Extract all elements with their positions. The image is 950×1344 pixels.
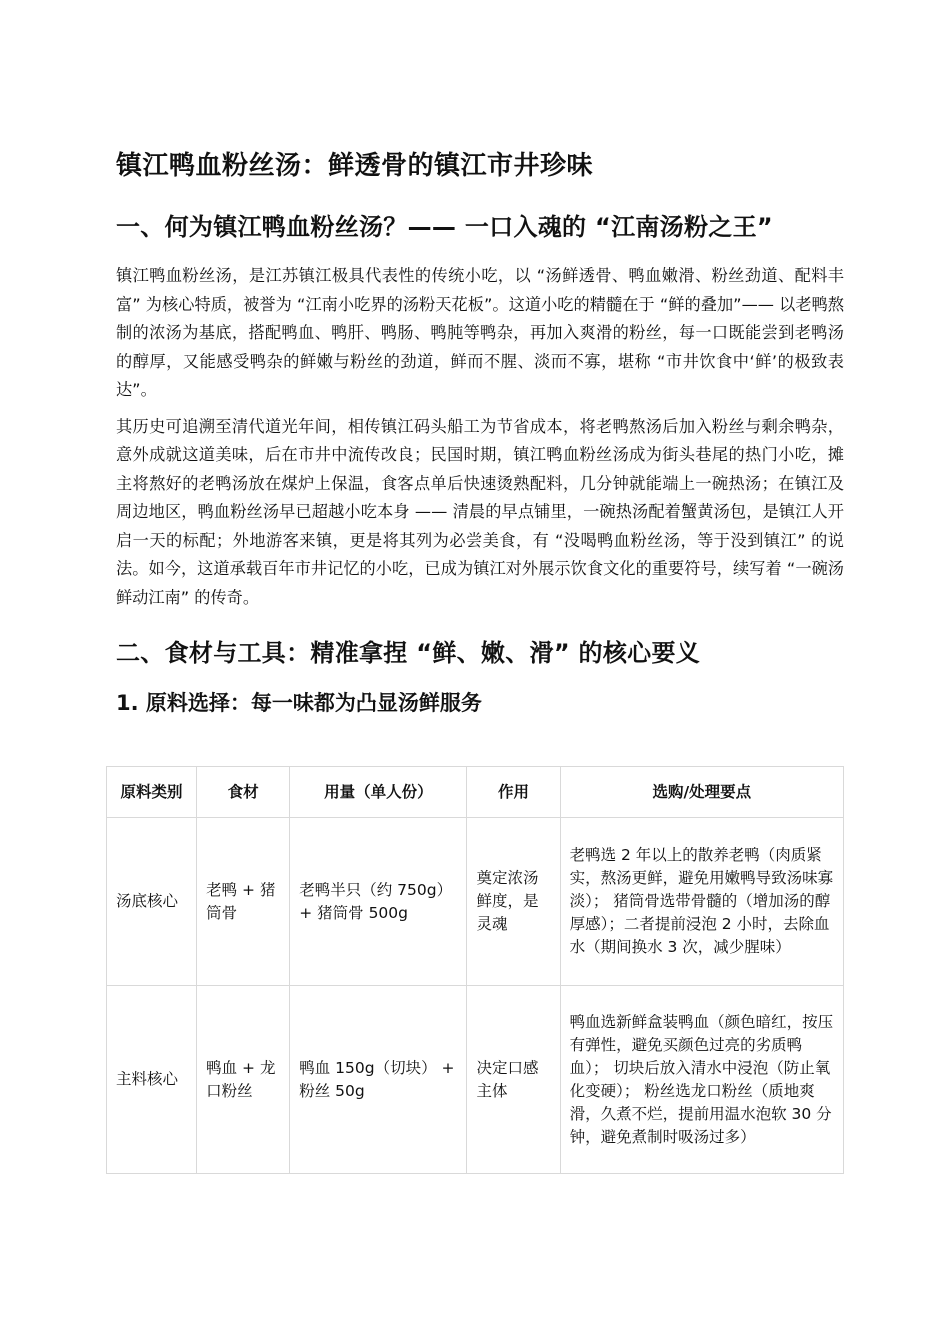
cell-amount: 老鸭半只（约 750g） + 猪筒骨 500g (290, 818, 467, 986)
document-title: 镇江鸭血粉丝汤：鲜透骨的镇江市井珍味 (116, 151, 594, 181)
header-amount: 用量（单人份） (290, 767, 467, 818)
document-page (116, 148, 844, 1174)
cell-tips: 老鸭选 2 年以上的散养老鸭（肉质紧实，熬汤更鲜，避免用嫩鸭导致汤味寡淡）； 猪筒骨选带骨髓的（增加汤的醇厚感）；二者提前浸泡 2 小时，去除血水（期间换水 3 次，减少腥味） (560, 818, 843, 986)
header-ingredient: 食材 (197, 767, 290, 818)
header-purpose: 作用 (467, 767, 560, 818)
section1-paragraph-1: 镇江鸭血粉丝汤，是江苏镇江极具代表性的传统小吃，以 “汤鲜透骨、鸭血嫩滑、粉丝劲道、配料丰富” 为核心特质，被誉为 “江南小吃界的汤粉天花板”。这道小吃的精髓在于 “鲜的叠加”—— 以老鸭熬制的浓汤为基底，搭配鸭血、鸭肝、鸭肠、鸭肫等鸭杂，再加入爽滑的粉丝，每一口既能尝到老鸭汤的醇厚，又能感受鸭杂的鲜嫩与粉丝的劲道，鲜而不腥、淡而不寡，堪称 “市井饮食中‘鲜’的极致表达”。 (116, 266, 844, 399)
header-category: 原料类别 (107, 767, 197, 818)
header-tips: 选购/处理要点 (560, 767, 843, 818)
section1-paragraph-2: 其历史可追溯至清代道光年间，相传镇江码头船工为节省成本，将老鸭熬汤后加入粉丝与剩余鸭杂，意外成就这道美味，后在市井中流传改良；民国时期，镇江鸭血粉丝汤成为街头巷尾的热门小吃，摊主将熬好的老鸭汤放在煤炉上保温，食客点单后快速烫熟配料，几分钟就能端上一碗热汤；在镇江及周边地区，鸭血粉丝汤早已超越小吃本身 —— 清晨的早点铺里，一碗热汤配着蟹黄汤包，是镇江人开启一天的标配；外地游客来镇，更是将其列为必尝美食，有 “没喝鸭血粉丝汤，等于没到镇江” 的说法。如今，这道承载百年市井记忆的小吃，已成为镇江对外展示饮食文化的重要符号，续写着 “一碗汤鲜动江南” 的传奇。 (116, 416, 844, 607)
cell-category: 主料核心 (107, 986, 197, 1174)
cell-tips: 鸭血选新鲜盒装鸭血（颜色暗红，按压有弹性，避免买颜色过亮的劣质鸭血）； 切块后放入清水中浸泡（防止氧化变硬）； 粉丝选龙口粉丝（质地爽滑，久煮不烂，提前用温水泡软 30 分钟，避免煮制时吸汤过多） (560, 986, 843, 1174)
ingredients-table (106, 766, 844, 1174)
cell-ingredient: 鸭血 + 龙口粉丝 (197, 986, 290, 1174)
table-row (107, 818, 844, 986)
cell-amount: 鸭血 150g（切块） + 粉丝 50g (290, 986, 467, 1174)
cell-purpose: 决定口感主体 (467, 986, 560, 1174)
section2-heading: 二、食材与工具：精准拿捏 “鲜、嫩、滑” 的核心要义 (116, 639, 701, 667)
section2-subheading: 1. 原料选择：每一味都为凸显汤鲜服务 (116, 691, 482, 715)
cell-ingredient: 老鸭 + 猪筒骨 (197, 818, 290, 986)
cell-category: 汤底核心 (107, 818, 197, 986)
table-row (107, 986, 844, 1174)
cell-purpose: 奠定浓汤鲜度，是灵魂 (467, 818, 560, 986)
section1-heading: 一、何为镇江鸭血粉丝汤？—— 一口入魂的 “江南汤粉之王” (116, 213, 773, 241)
table-header-row (107, 767, 844, 818)
